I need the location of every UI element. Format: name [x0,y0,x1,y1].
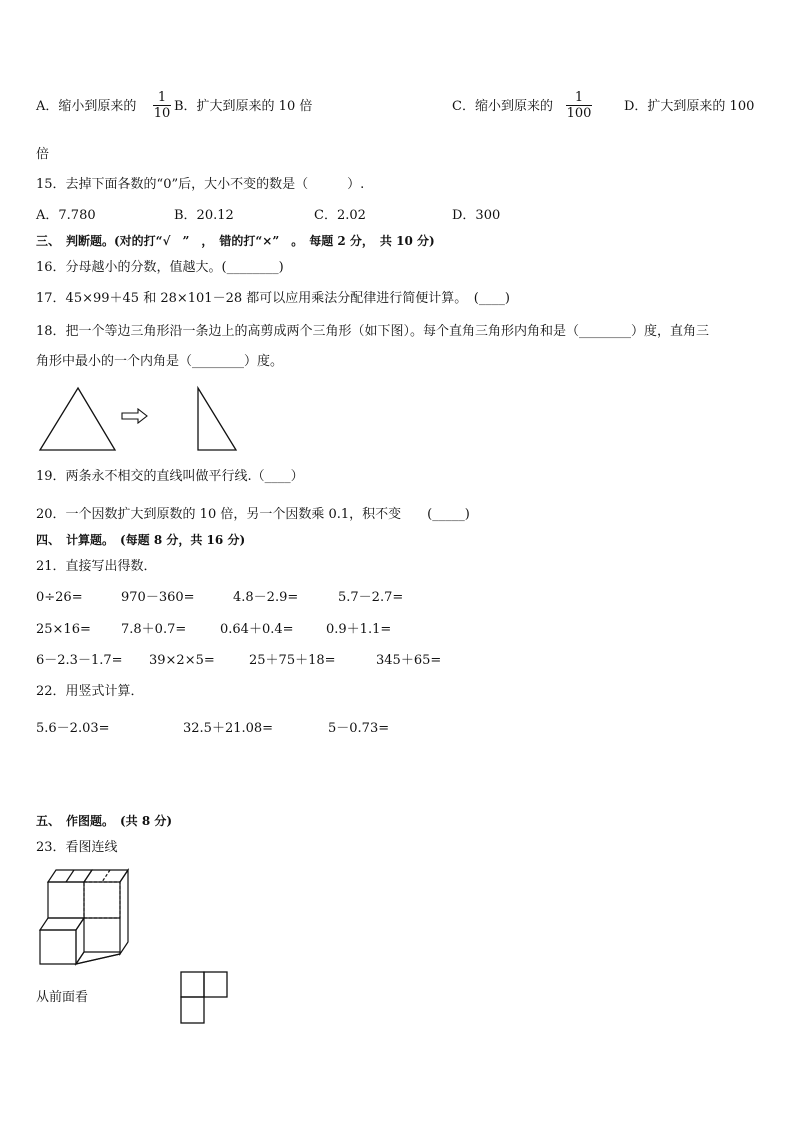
q21-calc: 6－2.3－1.7= [36,653,123,668]
q21-calc: 0.64＋0.4= [220,622,294,637]
q21-stem: 21．直接写出得数． [36,559,157,574]
q21-calc: 0.9＋1.1= [326,622,392,637]
q15-stem: 15．去掉下面各数的“0”后，大小不变的数是（ ）. [36,177,365,192]
q22-stem: 22．用竖式计算． [36,684,144,699]
q21-calc: 345＋65= [376,653,442,668]
q23-front-view-grid [180,971,230,1026]
q22-calc: 5.6－2.03= [36,721,110,736]
q18-line-1: 18．把一个等边三角形沿一条边上的高剪成两个三角形（如下图）。每个直角三角形内角和是（________）度，直角三 [36,324,710,339]
q21-calc: 0÷26= [36,590,83,605]
q14-option-b: B．扩大到原来的 10 倍 [174,99,313,114]
q16-stem: 16．分母越小的分数，值越大。(________) [36,260,284,275]
equilateral-triangle [40,388,115,450]
q20-stem: 20．一个因数扩大到原数的 10 倍，另一个因数乘 0.1，积不变 (_____) [36,507,470,522]
q14-option-c-fraction [566,90,592,121]
q18-triangle-figure [38,386,238,454]
q21-calc: 39×2×5= [149,653,215,668]
q15-option-d: D．300 [452,208,501,223]
section-4-title: 四、 计算题。 (每题 8 分，共 16 分) [36,533,246,547]
right-arrow-icon [122,409,147,423]
fraction-denominator: 100 [566,106,592,121]
section-5-title: 五、 作图题。 (共 8 分) [36,814,173,828]
right-triangle [198,388,236,450]
q19-stem: 19．两条永不相交的直线叫做平行线.（____） [36,469,304,484]
q14-option-d-continued: 倍 [36,147,50,162]
q23-stem: 23．看图连线 [36,840,118,855]
q21-calc: 7.8＋0.7= [121,622,187,637]
q15-option-c: C．2.02 [314,208,366,223]
fraction-numerator: 1 [157,90,167,105]
q14-option-d: D．扩大到原来的 100 [624,99,755,114]
q21-calc: 5.7－2.7= [338,590,404,605]
fraction-numerator: 1 [574,90,584,105]
q21-calc: 4.8－2.9= [233,590,299,605]
q14-option-a-fraction [153,90,171,121]
q21-calc: 970－360= [121,590,195,605]
q18-line-2: 角形中最小的一个内角是（________）度。 [36,354,284,369]
q17-stem: 17．45×99＋45 和 28×101－28 都可以应用乘法分配律进行简便计算。 (____) [36,291,510,306]
q21-calc: 25＋75＋18= [249,653,336,668]
q21-calc: 25×16= [36,622,91,637]
section-3-title: 三、 判断题。(对的打“√ ” ， 错的打“×” 。 每题 2 分， 共 10 分) [36,234,435,248]
q22-calc: 5－0.73= [328,721,390,736]
q23-cube-figure [38,866,133,966]
q15-option-b: B．20.12 [174,208,234,223]
q22-calc: 32.5＋21.08= [183,721,274,736]
q14-option-a: A．缩小到原来的 [36,99,137,114]
fraction-denominator: 10 [153,106,171,121]
q15-option-a: A．7.780 [36,208,96,223]
q14-option-c: C．缩小到原来的 [452,99,553,114]
q23-front-view-label: 从前面看 [36,990,89,1005]
